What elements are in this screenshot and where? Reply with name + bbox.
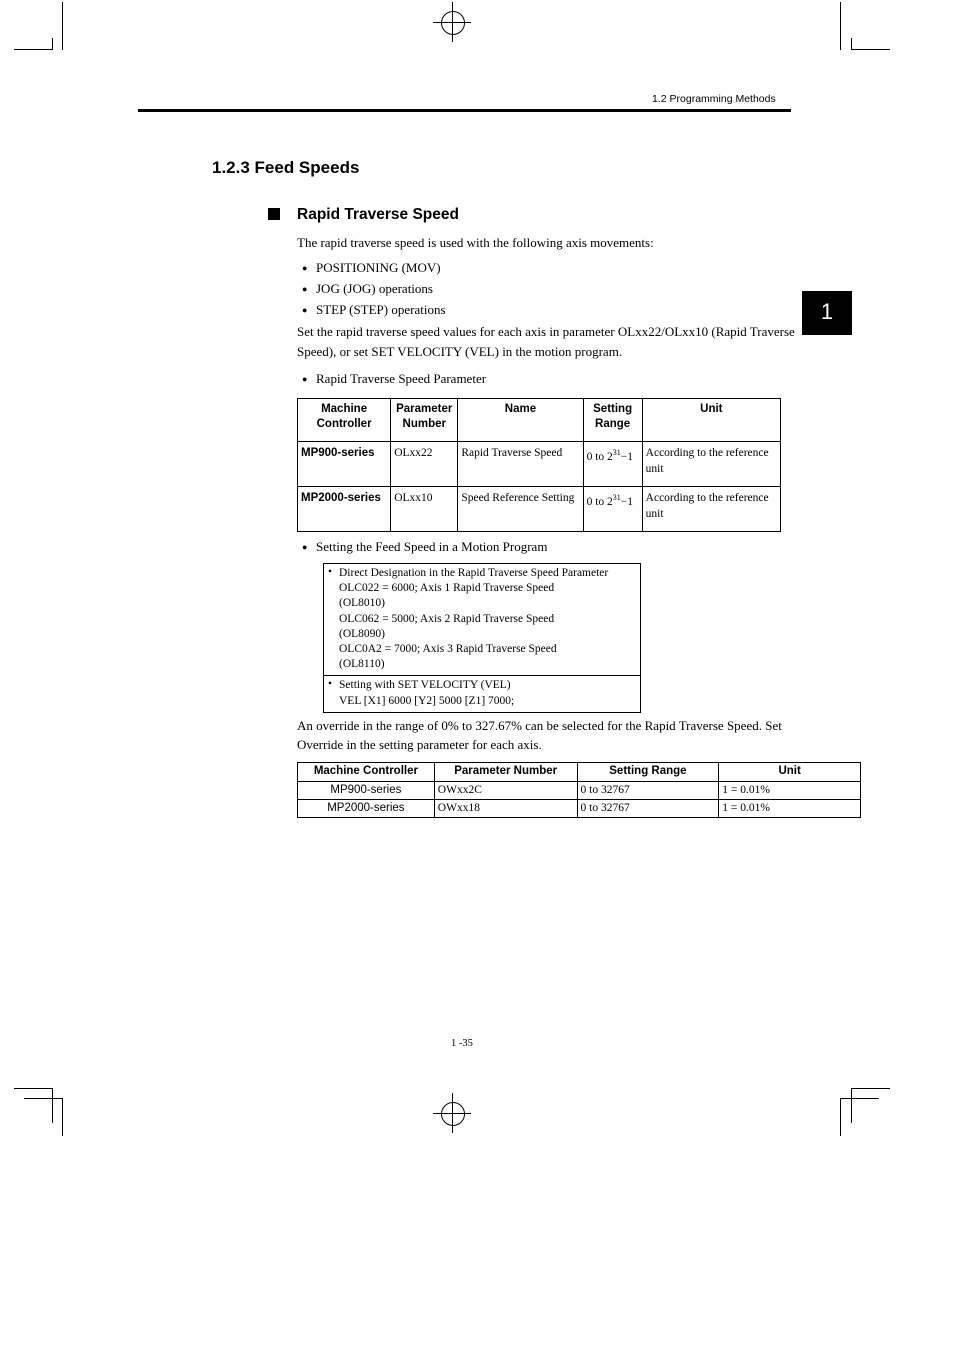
table-cell: 0 to 32767 [577, 782, 719, 800]
table-cell: MP2000-series [298, 487, 391, 532]
range-exponent: 31 [612, 448, 621, 457]
crop-mark [840, 2, 841, 50]
intro-text: The rapid traverse speed is used with the following axis movements: [297, 235, 654, 250]
table-cell [583, 442, 642, 487]
crop-mark [851, 1088, 852, 1123]
header-text: Range [595, 418, 631, 430]
direct-designation-example [324, 564, 640, 675]
registration-mark-icon [441, 1102, 465, 1126]
paragraph: An override in the range of 0% to 327.67% can be selected for the Rapid Traverse Speed. Set [297, 718, 782, 733]
crop-mark [52, 1088, 53, 1123]
paragraph: Override in the setting parameter for each axis. [297, 737, 542, 752]
rapid-traverse-parameter-table [297, 398, 781, 532]
example-line: OLC0A2 = 7000; Axis 3 Rapid Traverse Speed [339, 643, 557, 656]
example-line: (OL8110) [339, 658, 385, 671]
example-line: VEL [X1] 6000 [Y2] 5000 [Z1] 7000; [339, 694, 515, 707]
table-row [298, 442, 781, 487]
range-tail: −1 [620, 450, 634, 463]
table-cell: MP900-series [298, 442, 391, 487]
square-bullet-icon [268, 208, 280, 220]
header-text: Controller [316, 418, 372, 430]
table-cell: OWxx2C [434, 782, 577, 800]
paragraph: Speed), or set SET VELOCITY (VEL) in the motion program. [297, 344, 623, 359]
crop-mark [433, 1113, 471, 1114]
registration-mark-icon [441, 11, 465, 35]
crop-mark [851, 1088, 890, 1089]
table-header-row [298, 763, 861, 782]
example-line: OLC062 = 5000; Axis 2 Rapid Traverse Speed [339, 612, 555, 625]
list-item: ● Rapid Traverse Speed Parameter [316, 369, 486, 389]
crop-mark [62, 2, 63, 50]
crop-mark [840, 1098, 879, 1099]
crop-mark [62, 1098, 63, 1136]
subsection-title-text: Rapid Traverse Speed [297, 206, 459, 223]
column-header: Unit [719, 763, 861, 782]
motion-program-example-box [323, 563, 641, 713]
chapter-tab: 1 [802, 291, 852, 335]
example-line: OLC022 = 6000; Axis 1 Rapid Traverse Speed [339, 582, 555, 595]
set-velocity-example [324, 675, 640, 711]
column-header: Unit [642, 399, 780, 442]
column-header: Name [458, 399, 583, 442]
table-cell: According to the reference unit [642, 442, 780, 487]
table-cell: MP2000-series [298, 800, 435, 818]
header-text: Parameter [396, 403, 453, 415]
crop-mark [14, 1088, 52, 1089]
list-item: ● Setting the Feed Speed in a Motion Program [316, 537, 547, 557]
column-header [298, 399, 391, 442]
crop-mark [52, 38, 53, 50]
header-text: Number [402, 418, 446, 430]
table-row [298, 800, 861, 818]
list-item: ● JOG (JOG) operations [316, 279, 433, 299]
crop-mark [840, 1098, 841, 1136]
table-cell: Speed Reference Setting [458, 487, 583, 532]
table-cell: Rapid Traverse Speed [458, 442, 583, 487]
crop-mark [24, 1098, 63, 1099]
range-base: 0 to 2 [586, 450, 613, 463]
header-rule [138, 109, 791, 112]
crop-mark [433, 22, 471, 23]
column-header: Machine Controller [298, 763, 435, 782]
example-line: • Setting with SET VELOCITY (VEL) [339, 679, 511, 692]
column-header [583, 399, 642, 442]
table-header-row [298, 399, 781, 442]
table-cell: 1 = 0.01% [719, 782, 861, 800]
table-row [298, 782, 861, 800]
example-line: • Direct Designation in the Rapid Traverse Speed Parameter [339, 567, 609, 579]
crop-mark [851, 38, 852, 50]
example-line: (OL8010) [339, 597, 385, 610]
column-header: Parameter Number [434, 763, 577, 782]
crop-mark [851, 49, 890, 50]
table-row [298, 487, 781, 532]
table-cell: MP900-series [298, 782, 435, 800]
override-parameter-table [297, 762, 861, 818]
column-header: Setting Range [577, 763, 719, 782]
paragraph: Set the rapid traverse speed values for each axis in parameter OLxx22/OLxx10 (Rapid Traverse [297, 324, 795, 339]
column-header [391, 399, 458, 442]
running-header: 1.2 Programming Methods [652, 93, 776, 105]
header-text: Setting [593, 403, 633, 415]
range-base: 0 to 2 [586, 495, 613, 508]
list-item: ● POSITIONING (MOV) [316, 258, 441, 278]
table-cell: OLxx10 [391, 487, 458, 532]
subsection-title [268, 206, 459, 224]
header-text: Machine [321, 403, 368, 415]
section-title: 1.2.3 Feed Speeds [212, 158, 360, 177]
table-cell: OWxx18 [434, 800, 577, 818]
range-exponent: 31 [612, 493, 621, 502]
list-item: ● STEP (STEP) operations [316, 300, 446, 320]
table-cell [583, 487, 642, 532]
table-cell: 1 = 0.01% [719, 800, 861, 818]
table-cell: 0 to 32767 [577, 800, 719, 818]
table-cell: According to the reference unit [642, 487, 780, 532]
range-tail: −1 [620, 495, 634, 508]
crop-mark [14, 49, 52, 50]
page-number: 1 -35 [451, 1038, 473, 1049]
example-line: (OL8090) [339, 627, 385, 640]
table-cell: OLxx22 [391, 442, 458, 487]
